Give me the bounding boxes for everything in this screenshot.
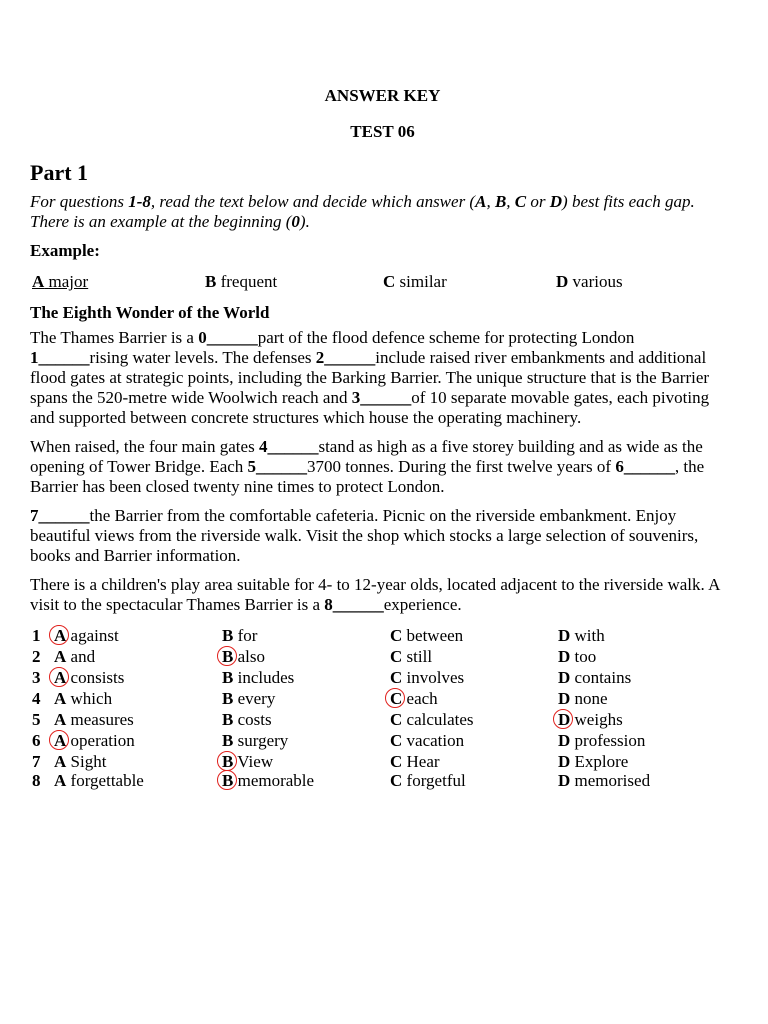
option-text-b: for bbox=[237, 626, 258, 645]
example-label: Example: bbox=[30, 241, 100, 260]
option-b bbox=[222, 626, 257, 646]
example-option-b bbox=[205, 272, 277, 292]
p2-s1: When raised, the four main gates bbox=[30, 437, 259, 456]
option-letter-c: C bbox=[390, 626, 403, 645]
option-b bbox=[222, 710, 272, 730]
instr-c: C bbox=[514, 192, 527, 211]
question-row-3 bbox=[30, 668, 735, 689]
option-text-a: and bbox=[70, 647, 96, 666]
p1-s1: The Thames Barrier is a bbox=[30, 328, 199, 347]
option-text-b: surgery bbox=[237, 731, 289, 750]
test-number-title: TEST 06 bbox=[350, 122, 415, 141]
option-letter-d: D bbox=[558, 626, 571, 645]
option-letter-d: D bbox=[558, 647, 571, 666]
option-letter-d: D bbox=[558, 731, 571, 750]
option-a bbox=[54, 710, 134, 730]
option-letter-a: A bbox=[54, 668, 66, 688]
example-letter-d: D bbox=[556, 272, 569, 291]
gap-1: 1______ bbox=[30, 348, 90, 367]
option-letter-d: D bbox=[558, 752, 571, 771]
instr-zero: 0 bbox=[291, 212, 300, 231]
option-text-d: with bbox=[574, 626, 605, 645]
paragraph-2 bbox=[30, 437, 735, 497]
option-b bbox=[222, 668, 294, 688]
instr-d: D bbox=[549, 192, 563, 211]
gap-7: 7______ bbox=[30, 506, 90, 525]
option-text-a: against bbox=[70, 626, 119, 645]
example-option-a bbox=[32, 272, 88, 292]
option-c bbox=[390, 647, 432, 667]
option-letter-b: B bbox=[222, 771, 233, 791]
option-text-a: measures bbox=[70, 710, 134, 729]
question-row-7 bbox=[30, 752, 735, 773]
p2-s3: 3700 tonnes. During the first twelve years of bbox=[307, 457, 616, 476]
option-b bbox=[222, 689, 275, 709]
option-letter-c: C bbox=[390, 731, 403, 750]
paragraph-1 bbox=[30, 328, 735, 428]
instr-a: A bbox=[475, 192, 487, 211]
option-text-a: which bbox=[70, 689, 113, 708]
question-number: 1 bbox=[32, 626, 41, 645]
instr-mid2: ) best fits each gap. There is an example at the beginning ( bbox=[30, 192, 695, 231]
option-d bbox=[558, 752, 628, 772]
answer-circle-mark bbox=[217, 751, 237, 771]
gap-5: 5______ bbox=[247, 457, 308, 476]
option-text-b: includes bbox=[237, 668, 295, 687]
option-c bbox=[390, 710, 474, 730]
option-letter-a: A bbox=[54, 626, 66, 646]
question-number: 6 bbox=[32, 731, 41, 750]
answer-circle-mark bbox=[553, 709, 573, 729]
option-c bbox=[390, 668, 464, 688]
option-text-a: forgettable bbox=[70, 771, 144, 790]
gap-0: 0______ bbox=[198, 328, 258, 347]
option-text-d: memorised bbox=[574, 771, 651, 790]
option-c bbox=[390, 689, 438, 709]
example-option-c bbox=[383, 272, 447, 292]
option-b bbox=[222, 752, 273, 772]
option-text-d: too bbox=[574, 647, 597, 666]
example-option-d bbox=[556, 272, 623, 292]
option-b bbox=[222, 647, 265, 667]
option-text-d: profession bbox=[574, 731, 646, 750]
example-text-c: similar bbox=[399, 272, 447, 291]
option-letter-b: B bbox=[222, 710, 234, 729]
option-c bbox=[390, 626, 463, 646]
option-text-b: costs bbox=[237, 710, 272, 729]
answer-key-title: ANSWER KEY bbox=[324, 86, 441, 105]
question-row-8 bbox=[30, 771, 735, 792]
question-number: 4 bbox=[32, 689, 41, 708]
option-text-c: calculates bbox=[406, 710, 474, 729]
option-a bbox=[54, 647, 95, 667]
instr-or: or bbox=[526, 192, 550, 211]
option-letter-c: C bbox=[390, 647, 403, 666]
option-text-c: each bbox=[406, 689, 438, 708]
option-d bbox=[558, 626, 605, 646]
answer-circle-mark bbox=[49, 667, 69, 687]
option-letter-c: C bbox=[390, 710, 403, 729]
question-number: 2 bbox=[32, 647, 41, 666]
option-letter-b: B bbox=[222, 689, 234, 708]
option-text-d: weighs bbox=[574, 710, 623, 729]
instr-mid1: , read the text below and decide which answer ( bbox=[150, 192, 476, 211]
option-letter-d: D bbox=[558, 771, 571, 790]
option-letter-a: A bbox=[54, 752, 67, 771]
option-letter-a: A bbox=[54, 647, 67, 666]
option-letter-b: B bbox=[222, 626, 234, 645]
answer-circle-mark bbox=[385, 688, 405, 708]
option-text-c: between bbox=[406, 626, 464, 645]
instr-pre: For questions bbox=[30, 192, 129, 211]
option-text-c: forgetful bbox=[406, 771, 466, 790]
option-a bbox=[54, 668, 124, 688]
instr-range: 1-8 bbox=[128, 192, 151, 211]
answer-circle-mark bbox=[49, 625, 69, 645]
gap-2: 2______ bbox=[315, 348, 376, 367]
question-number: 3 bbox=[32, 668, 41, 687]
question-row-1 bbox=[30, 626, 735, 647]
option-text-d: contains bbox=[574, 668, 632, 687]
option-letter-d: D bbox=[558, 710, 570, 730]
instr-end: ). bbox=[299, 212, 310, 231]
option-text-a: consists bbox=[70, 668, 125, 687]
gap-4: 4______ bbox=[258, 437, 319, 456]
p1-s5: of 10 separate movable gates, each pivoting and supported between concrete structures which house the operating machinery. bbox=[30, 388, 710, 427]
paragraph-3 bbox=[30, 506, 735, 566]
p3-s1: the Barrier from the comfortable cafeteria. Picnic on the riverside embankment. Enjoy beautiful views from the riverside walk. Visit the shop which stocks a large selection of souvenirs, books and Barrier information. bbox=[30, 506, 699, 565]
gap-3: 3______ bbox=[351, 388, 412, 407]
answer-circle-mark bbox=[217, 646, 237, 666]
answer-circle-mark bbox=[49, 730, 69, 750]
gap-6: 6______ bbox=[615, 457, 675, 476]
question-row-2 bbox=[30, 647, 735, 668]
option-letter-b: B bbox=[222, 668, 234, 687]
question-row-6 bbox=[30, 731, 735, 752]
option-a bbox=[54, 626, 119, 646]
question-row-4 bbox=[30, 689, 735, 710]
option-letter-c: C bbox=[390, 689, 402, 709]
option-text-c: vacation bbox=[406, 731, 465, 750]
option-text-c: Hear bbox=[406, 752, 440, 771]
p2-s4: , the Barrier has been closed twenty nine times to protect London. bbox=[30, 457, 705, 496]
question-row-5 bbox=[30, 710, 735, 731]
option-text-d: Explore bbox=[574, 752, 629, 771]
option-text-d: none bbox=[574, 689, 608, 708]
p2-s2: stand as high as a five storey building and as wide as the opening of Tower Bridge. Each bbox=[30, 437, 703, 476]
option-a bbox=[54, 752, 106, 772]
option-a bbox=[54, 771, 144, 791]
p1-s3: rising water levels. The defenses bbox=[89, 348, 316, 367]
example-text-b: frequent bbox=[220, 272, 278, 291]
option-text-a: Sight bbox=[70, 752, 107, 771]
option-c bbox=[390, 752, 440, 772]
option-d bbox=[558, 771, 650, 791]
option-letter-a: A bbox=[54, 710, 67, 729]
example-text-a: major bbox=[48, 272, 89, 291]
option-d bbox=[558, 668, 631, 688]
option-a bbox=[54, 731, 135, 751]
option-letter-b: B bbox=[222, 647, 233, 667]
option-letter-a: A bbox=[54, 731, 66, 751]
option-letter-c: C bbox=[390, 752, 403, 771]
option-d bbox=[558, 647, 596, 667]
option-letter-b: B bbox=[222, 731, 234, 750]
question-number: 5 bbox=[32, 710, 41, 729]
option-text-b: also bbox=[237, 647, 265, 666]
option-d bbox=[558, 731, 645, 751]
option-letter-a: A bbox=[54, 771, 67, 790]
option-letter-a: A bbox=[54, 689, 67, 708]
option-text-a: operation bbox=[70, 731, 135, 750]
question-number: 7 bbox=[32, 752, 41, 771]
p4-s2: experience. bbox=[383, 595, 462, 614]
p4-s1: There is a children's play area suitable for 4- to 12-year olds, located adjacent to the riverside walk. A visit to the spectacular Thames Barrier is a bbox=[30, 575, 720, 614]
option-text-b: memorable bbox=[237, 771, 315, 790]
option-letter-d: D bbox=[558, 668, 571, 687]
gap-8: 8______ bbox=[324, 595, 384, 614]
option-letter-d: D bbox=[558, 689, 571, 708]
option-d bbox=[558, 710, 623, 730]
example-letter-a: A bbox=[32, 272, 45, 291]
part-heading: Part 1 bbox=[30, 160, 89, 185]
answer-circle-mark bbox=[217, 770, 237, 790]
option-text-c: involves bbox=[406, 668, 465, 687]
option-c bbox=[390, 771, 466, 791]
option-text-c: still bbox=[406, 647, 433, 666]
instructions bbox=[30, 192, 735, 232]
instr-b: B bbox=[494, 192, 507, 211]
option-letter-c: C bbox=[390, 771, 403, 790]
instr-sep2: , bbox=[506, 192, 515, 211]
option-letter-b: B bbox=[222, 752, 233, 772]
example-letter-c: C bbox=[383, 272, 396, 291]
option-b bbox=[222, 771, 314, 791]
option-d bbox=[558, 689, 608, 709]
option-letter-c: C bbox=[390, 668, 403, 687]
option-b bbox=[222, 731, 288, 751]
paragraph-4 bbox=[30, 575, 735, 615]
example-letter-b: B bbox=[205, 272, 217, 291]
text-title: The Eighth Wonder of the World bbox=[30, 303, 270, 322]
instr-sep1: , bbox=[486, 192, 495, 211]
option-c bbox=[390, 731, 464, 751]
p1-s2: part of the flood defence scheme for protecting London bbox=[257, 328, 635, 347]
option-text-b: View bbox=[237, 752, 274, 771]
example-text-d: various bbox=[572, 272, 623, 291]
option-text-b: every bbox=[237, 689, 276, 708]
p1-s4: include raised river embankments and additional flood gates at strategic points, including the Barking Barrier. The unique structure that is the Barrier spans the 520-metre wide Woolwich reach and bbox=[30, 348, 710, 407]
option-a bbox=[54, 689, 112, 709]
question-number: 8 bbox=[32, 771, 41, 790]
